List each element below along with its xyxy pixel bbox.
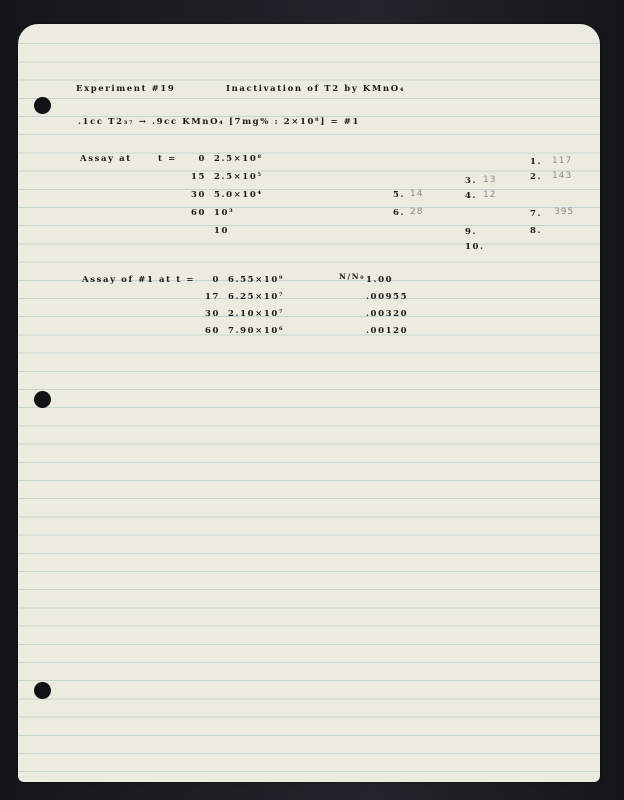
titer-value: 6.55×10⁹ xyxy=(228,275,285,285)
ratio-header: N/N₀ xyxy=(339,272,366,281)
assay-label: Assay at xyxy=(80,154,132,164)
time-value: 0 xyxy=(212,275,220,285)
punch-hole xyxy=(34,391,51,408)
plate-index: 10. xyxy=(465,242,485,252)
plate-index: 3. xyxy=(465,176,478,186)
time-value: 60 xyxy=(190,208,206,218)
titer-value: 10³ xyxy=(214,208,235,218)
punch-hole xyxy=(34,97,51,114)
setup-line: .1cc T2₃₇ → .9cc KMnO₄ [7mg% : 2×10⁸] = #1 xyxy=(78,117,361,127)
plate-index: 6. xyxy=(393,208,406,218)
plate-index: 1. xyxy=(530,157,543,167)
plate-count: 395 xyxy=(554,207,575,217)
plate-count: 14 xyxy=(410,189,424,199)
assay-label: Assay of #1 at t = xyxy=(82,275,196,285)
time-value: 60 xyxy=(204,326,220,336)
ratio-value: .00120 xyxy=(366,326,409,336)
experiment-description: Inactivation of T2 by KMnO₄ xyxy=(226,84,406,94)
notebook-page xyxy=(18,24,600,782)
plate-count: 143 xyxy=(552,171,573,181)
ratio-value: 1.00 xyxy=(366,275,394,285)
time-value: 0 xyxy=(198,154,206,164)
ratio-value: .00320 xyxy=(366,309,409,319)
time-value: 15 xyxy=(190,172,206,182)
time-value: 30 xyxy=(204,309,220,319)
plate-index: 5. xyxy=(393,190,406,200)
plate-index: 9. xyxy=(465,227,478,237)
plate-count: 28 xyxy=(410,207,424,217)
time-value: 30 xyxy=(190,190,206,200)
punch-hole xyxy=(34,682,51,699)
time-label: t = xyxy=(158,154,177,164)
plate-index: 4. xyxy=(465,191,478,201)
plate-count: 13 xyxy=(483,175,497,185)
plate-index: 7. xyxy=(530,209,543,219)
time-value: 17 xyxy=(204,292,220,302)
titer-value: 10 xyxy=(214,226,230,236)
titer-value: 2.10×10⁷ xyxy=(228,309,285,319)
titer-value: 7.90×10⁶ xyxy=(228,326,285,336)
titer-value: 6.25×10⁷ xyxy=(228,292,285,302)
titer-value: 5.0×10⁴ xyxy=(214,190,263,200)
ratio-value: .00955 xyxy=(366,292,409,302)
titer-value: 2.5×10⁸ xyxy=(214,154,263,164)
plate-count: 117 xyxy=(552,156,573,166)
experiment-title: Experiment #19 xyxy=(76,84,176,94)
plate-index: 2. xyxy=(530,172,543,182)
plate-count: 12 xyxy=(483,190,497,200)
plate-index: 8. xyxy=(530,226,543,236)
titer-value: 2.5×10⁵ xyxy=(214,172,263,182)
